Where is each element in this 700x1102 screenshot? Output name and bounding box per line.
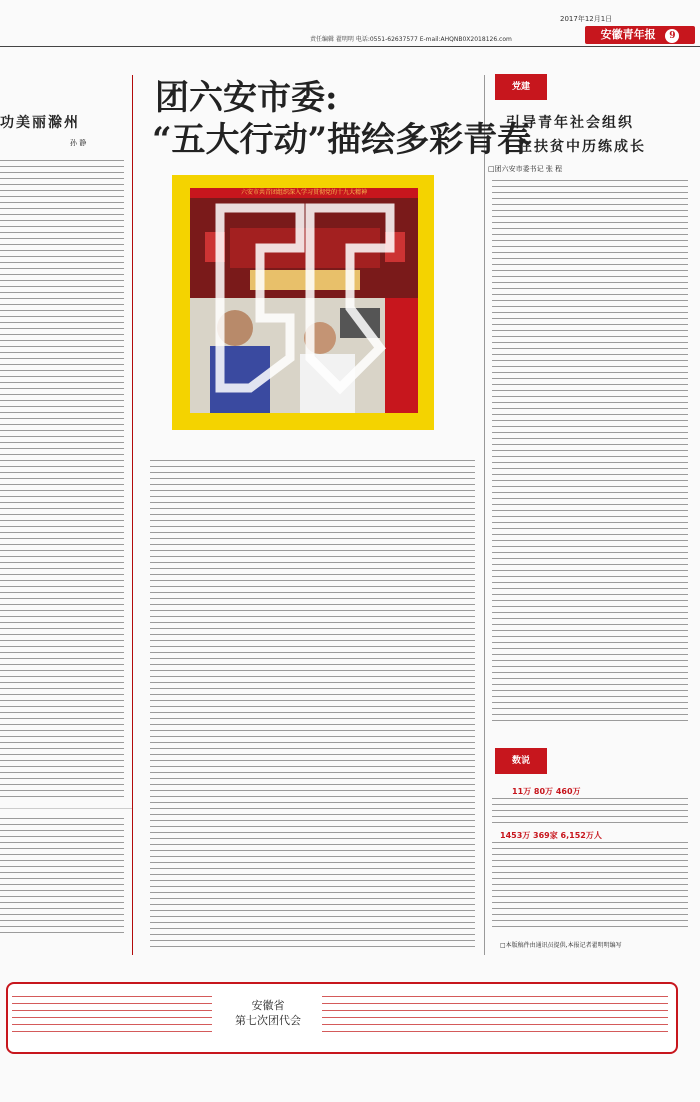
main-photo (190, 188, 418, 413)
photo-collage (190, 188, 418, 413)
photo-banner-text: 六安市共青团组织深入学习贯彻党的十九大精神 (240, 189, 367, 196)
footer-center-title (220, 998, 316, 1028)
left-article-body (0, 160, 124, 800)
masthead-rule (0, 46, 700, 47)
stats-body-1 (492, 798, 688, 828)
footer-title-line2: 第七次团代会 (235, 1014, 301, 1027)
left-article-title: 功美丽滁州 (0, 115, 80, 131)
footer-right-text (322, 996, 668, 1036)
column-rule-red (132, 75, 133, 955)
party-badge: 党建 (495, 74, 547, 100)
footer-title-line1: 安徽省 (251, 999, 285, 1012)
editor-contact: 责任编辑 翟明明 电话:0551-62637577 E-mail:AHQNB0X2018126.com (310, 36, 512, 43)
sidebar-title-line2: 在扶贫中历练成长 (518, 139, 646, 155)
stats-body-2 (492, 842, 688, 932)
stats-line-1: 11万 80万 460万 (512, 787, 581, 796)
column-rule-grey (484, 75, 485, 955)
stats-line-2: 1453万 369家 6,152万人 (500, 831, 602, 840)
newspaper-logo (585, 26, 695, 44)
issue-date: 2017年12月1日 (560, 15, 613, 23)
main-headline-line2: “五大行动”描绘多彩青春 (152, 120, 532, 160)
left-article-tail (0, 818, 124, 938)
page-number: 9 (665, 29, 679, 43)
left-article-author: 孙 静 (70, 139, 87, 147)
main-headline-line1: 团六安市委: (155, 78, 338, 118)
sidebar-article-body (492, 180, 688, 725)
main-article-body (150, 460, 475, 950)
stats-badge: 数说 (495, 748, 547, 774)
sidebar-title-line1: 引导青年社会组织 (506, 115, 634, 131)
logo-text: 安徽青年报 (600, 28, 656, 41)
sidebar-byline: □团六安市委书记 张 程 (488, 165, 563, 173)
left-column-divider (0, 808, 132, 809)
footer-left-text (12, 996, 212, 1036)
stats-footnote: □本版稿件由通讯员提供,本报记者翟明明编写 (500, 942, 622, 949)
